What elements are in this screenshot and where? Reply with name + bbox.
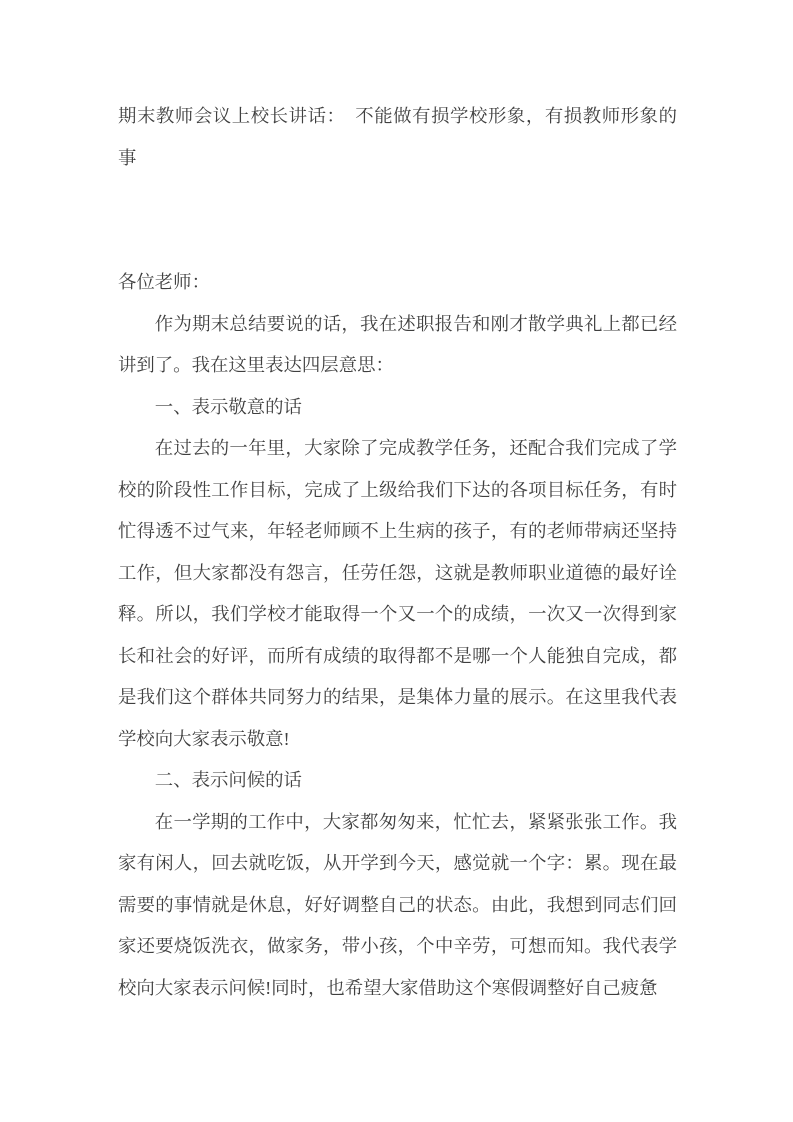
document-title: 期末教师会议上校长讲话： 不能做有损学校形象，有损教师形象的事: [118, 106, 677, 168]
paragraph-section-1: 在过去的一年里，大家除了完成教学任务，还配合我们完成了学校的阶段性工作目标，完成了上级给我们下达的各项目标任务，有时忙得透不过气来，年轻老师顾不上生病的孩子，有的老师带病还坚持工作，但大家都没有怨言，任劳任怨，这就是教师职业道德的最好诠释。所以，我们学校才能取得一个又一个的成绩，一次又一次得到家长和社会的好评，而所有成绩的取得都不是哪一个人能独自完成，都是我们这个群体共同努力的结果，是集体力量的展示。在这里我代表学校向大家表示敬意!: [118, 438, 677, 749]
salutation: 各位老师：: [118, 272, 210, 292]
heading-section-1: 一、表示敬意的话: [154, 396, 302, 417]
paragraph-intro: 作为期末总结要说的话，我在述职报告和刚才散学典礼上都已经讲到了。我在这里表达四层意思：: [118, 313, 677, 375]
heading-section-2: 二、表示问候的话: [154, 770, 302, 790]
paragraph-section-2: 在一学期的工作中，大家都匆匆来，忙忙去，紧紧张张工作。我家有闲人，回去就吃饭，从开学到今天，感觉就一个字：累。现在最需要的事情就是休息，好好调整自己的状态。由此，我想到同志们回家还要烧饭洗衣，做家务，带小孩，个中辛劳，可想而知。我代表学校向大家表示问候!同时，也希望大家借助这个寒假调整好自己疲惫: [118, 811, 677, 998]
document-content: [118, 96, 677, 1009]
title-body-spacer: [118, 179, 677, 262]
